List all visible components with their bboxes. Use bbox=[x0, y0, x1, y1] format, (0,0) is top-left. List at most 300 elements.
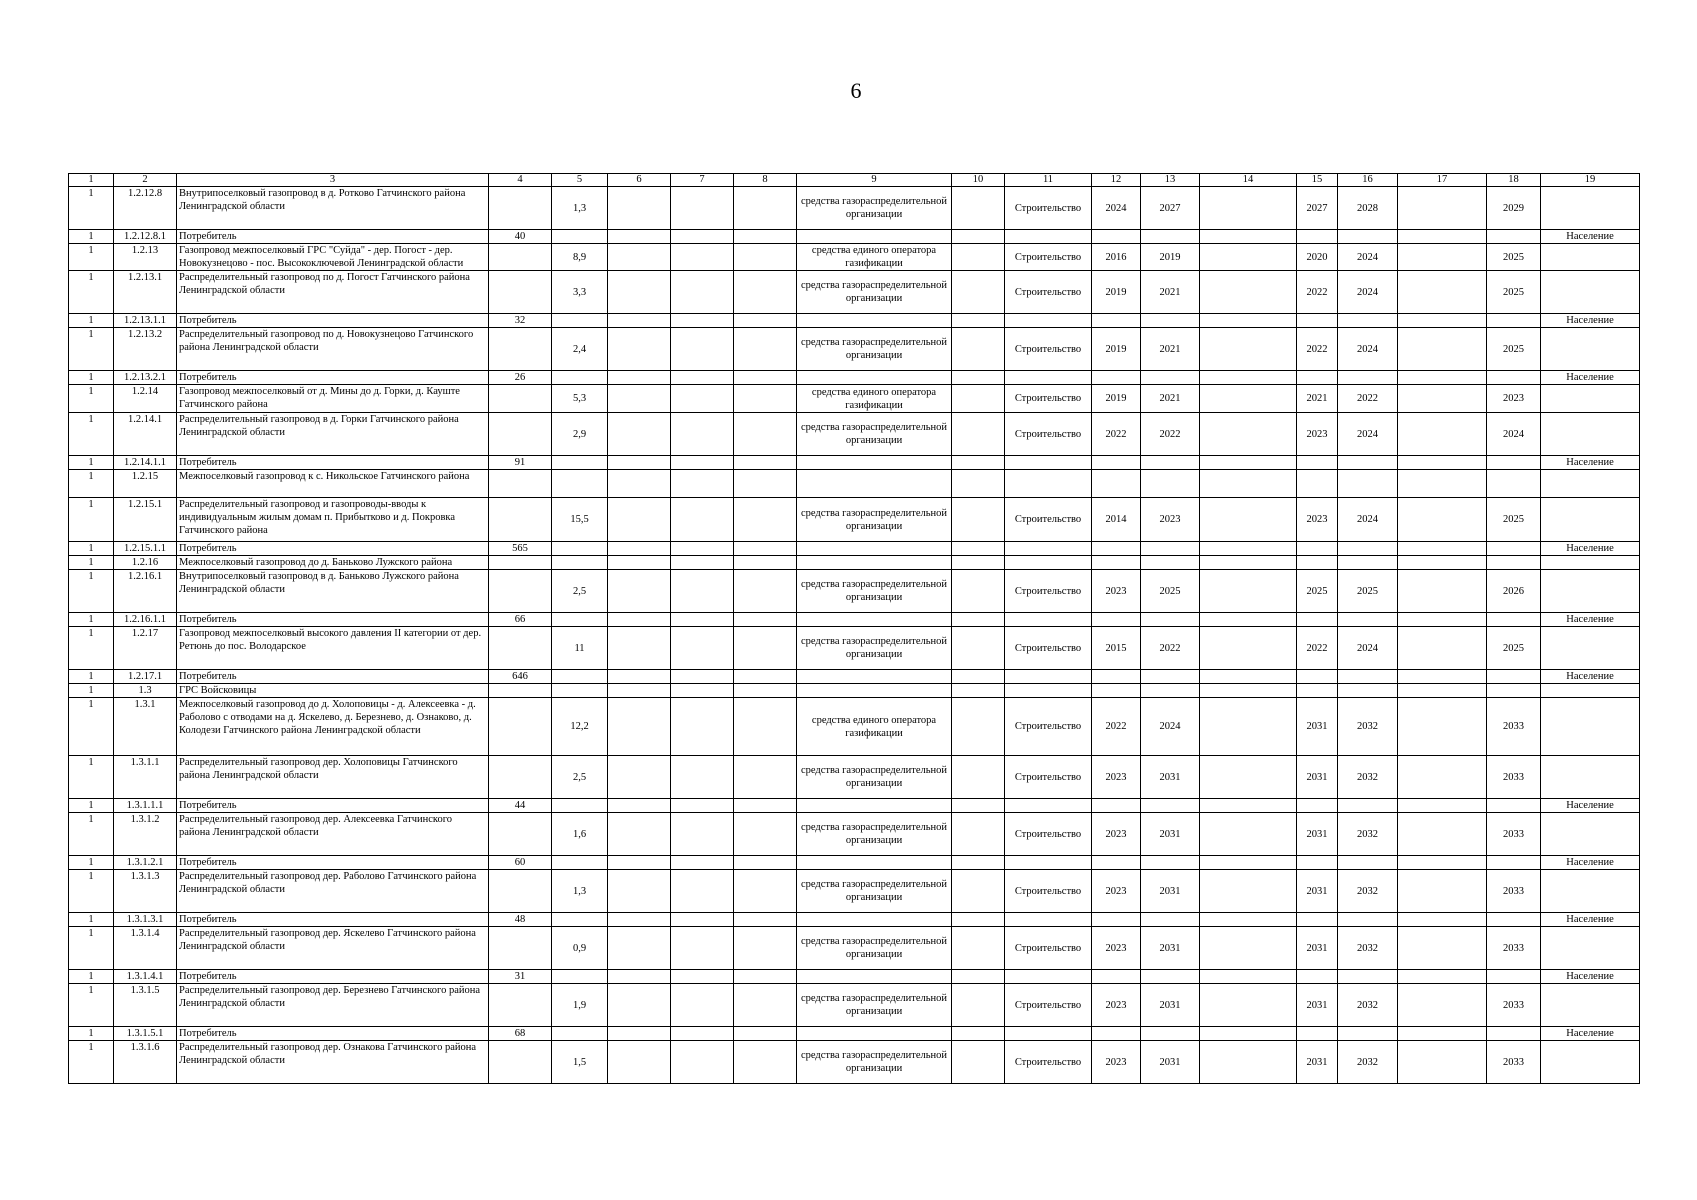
table-cell bbox=[608, 314, 671, 328]
table-cell: Потребитель bbox=[177, 856, 489, 870]
table-cell bbox=[734, 244, 797, 271]
table-cell bbox=[1200, 698, 1297, 756]
table-cell bbox=[952, 570, 1005, 613]
table-cell bbox=[489, 556, 552, 570]
table-cell: средства газораспределительной организации bbox=[797, 813, 952, 856]
table-cell bbox=[1092, 799, 1141, 813]
table-cell: 2021 bbox=[1297, 385, 1338, 413]
table-cell bbox=[1398, 542, 1487, 556]
table-row bbox=[69, 570, 1640, 613]
table-cell bbox=[797, 314, 952, 328]
table-cell bbox=[1005, 556, 1092, 570]
table-row bbox=[69, 314, 1640, 328]
table-cell: Строительство bbox=[1005, 627, 1092, 670]
table-cell bbox=[797, 856, 952, 870]
table-cell: Население bbox=[1541, 670, 1640, 684]
table-cell bbox=[734, 371, 797, 385]
table-cell: Распределительный газопровод дер. Алексеевка Гатчинского района Ленинградской области bbox=[177, 813, 489, 856]
table-cell: Население bbox=[1541, 1027, 1640, 1041]
table-cell: Население bbox=[1541, 542, 1640, 556]
table-cell: 1.3.1.2.1 bbox=[114, 856, 177, 870]
table-cell: Строительство bbox=[1005, 813, 1092, 856]
table-cell bbox=[1200, 927, 1297, 970]
table-cell: средства газораспределительной организации bbox=[797, 870, 952, 913]
table-cell bbox=[1200, 799, 1297, 813]
table-cell bbox=[1398, 470, 1487, 498]
table-cell: средства газораспределительной организации bbox=[797, 187, 952, 230]
table-cell bbox=[489, 1041, 552, 1084]
table-cell: 2024 bbox=[1338, 244, 1398, 271]
table-cell bbox=[1005, 456, 1092, 470]
table-cell bbox=[489, 627, 552, 670]
table-cell bbox=[1141, 670, 1200, 684]
table-cell bbox=[952, 413, 1005, 456]
table-cell: 2,4 bbox=[552, 328, 608, 371]
table-cell: Население bbox=[1541, 856, 1640, 870]
table-cell: Население bbox=[1541, 371, 1640, 385]
table-cell bbox=[671, 613, 734, 627]
table-cell bbox=[734, 756, 797, 799]
table-cell: Строительство bbox=[1005, 328, 1092, 371]
table-row bbox=[69, 613, 1640, 627]
table-cell bbox=[1487, 230, 1541, 244]
table-cell: 1 bbox=[69, 385, 114, 413]
table-cell bbox=[1200, 756, 1297, 799]
table-cell bbox=[1005, 913, 1092, 927]
table-cell: 2032 bbox=[1338, 1041, 1398, 1084]
table-cell bbox=[552, 670, 608, 684]
table-cell: 2022 bbox=[1092, 413, 1141, 456]
table-row bbox=[69, 244, 1640, 271]
table-cell: 2024 bbox=[1338, 413, 1398, 456]
table-cell: Газопровод межпоселковый высокого давления II категории от дер. Ретюнь до пос. Володарское bbox=[177, 627, 489, 670]
table-cell: 2025 bbox=[1487, 244, 1541, 271]
table-cell: 1 bbox=[69, 799, 114, 813]
table-cell: 2023 bbox=[1092, 1041, 1141, 1084]
table-cell bbox=[952, 244, 1005, 271]
table-cell bbox=[1005, 230, 1092, 244]
table-cell bbox=[1541, 470, 1640, 498]
table-cell bbox=[734, 927, 797, 970]
table-cell bbox=[1200, 470, 1297, 498]
table-cell: Строительство bbox=[1005, 1041, 1092, 1084]
column-number: 4 bbox=[489, 174, 552, 187]
table-cell: 1.2.16.1 bbox=[114, 570, 177, 613]
table-cell: Потребитель bbox=[177, 913, 489, 927]
table-cell bbox=[608, 556, 671, 570]
table-cell bbox=[1005, 684, 1092, 698]
table-cell: 1 bbox=[69, 187, 114, 230]
table-cell bbox=[1487, 1027, 1541, 1041]
table-row bbox=[69, 913, 1640, 927]
table-cell bbox=[608, 970, 671, 984]
table-cell bbox=[1541, 813, 1640, 856]
table-cell bbox=[1141, 542, 1200, 556]
table-cell: 2031 bbox=[1297, 927, 1338, 970]
table-cell: 1 bbox=[69, 813, 114, 856]
table-cell bbox=[671, 984, 734, 1027]
table-cell bbox=[608, 470, 671, 498]
table-cell bbox=[1297, 970, 1338, 984]
table-cell bbox=[489, 698, 552, 756]
table-cell bbox=[489, 385, 552, 413]
table-cell bbox=[1200, 187, 1297, 230]
table-cell bbox=[734, 470, 797, 498]
table-cell bbox=[1398, 698, 1487, 756]
table-cell bbox=[1200, 913, 1297, 927]
table-cell: 1 bbox=[69, 613, 114, 627]
table-cell: Внутрипоселковый газопровод в д. Ротково Гатчинского района Ленинградской области bbox=[177, 187, 489, 230]
table-row bbox=[69, 542, 1640, 556]
table-cell bbox=[552, 856, 608, 870]
table-cell bbox=[1005, 799, 1092, 813]
table-cell: Строительство bbox=[1005, 927, 1092, 970]
table-cell: Население bbox=[1541, 230, 1640, 244]
table-cell bbox=[1200, 1027, 1297, 1041]
table-cell: 565 bbox=[489, 542, 552, 556]
table-cell bbox=[734, 670, 797, 684]
table-cell bbox=[1200, 498, 1297, 542]
table-cell: Строительство bbox=[1005, 385, 1092, 413]
column-number: 10 bbox=[952, 174, 1005, 187]
table-cell bbox=[1487, 799, 1541, 813]
table-cell bbox=[671, 230, 734, 244]
column-number: 11 bbox=[1005, 174, 1092, 187]
column-number: 8 bbox=[734, 174, 797, 187]
table-cell: Распределительный газопровод дер. Холоповицы Гатчинского района Ленинградской области bbox=[177, 756, 489, 799]
table-cell bbox=[1092, 542, 1141, 556]
table-cell bbox=[952, 456, 1005, 470]
table-cell bbox=[1398, 1027, 1487, 1041]
table-cell: 2019 bbox=[1092, 328, 1141, 371]
table-cell: Строительство bbox=[1005, 187, 1092, 230]
table-cell bbox=[671, 413, 734, 456]
table-cell: 2029 bbox=[1487, 187, 1541, 230]
table-cell bbox=[952, 498, 1005, 542]
table-cell bbox=[671, 698, 734, 756]
table-cell bbox=[952, 371, 1005, 385]
table-cell: средства газораспределительной организации bbox=[797, 927, 952, 970]
table-cell: Население bbox=[1541, 456, 1640, 470]
table-cell: 1 bbox=[69, 413, 114, 456]
table-cell: 1.2.13 bbox=[114, 244, 177, 271]
table-cell: средства единого оператора газификации bbox=[797, 698, 952, 756]
table-cell: 12,2 bbox=[552, 698, 608, 756]
table-cell bbox=[1297, 556, 1338, 570]
table-cell bbox=[608, 698, 671, 756]
table-cell bbox=[608, 913, 671, 927]
table-cell: 1 bbox=[69, 927, 114, 970]
table-cell: 2019 bbox=[1092, 271, 1141, 314]
table-cell bbox=[671, 1027, 734, 1041]
table-cell: 2023 bbox=[1092, 756, 1141, 799]
table-cell bbox=[489, 470, 552, 498]
table-cell: 1.2.14 bbox=[114, 385, 177, 413]
table-cell: 2022 bbox=[1297, 328, 1338, 371]
table-cell bbox=[1541, 556, 1640, 570]
table-row bbox=[69, 813, 1640, 856]
table-cell bbox=[608, 613, 671, 627]
table-cell: 1.3.1.1.1 bbox=[114, 799, 177, 813]
table-cell bbox=[608, 413, 671, 456]
table-cell: 1 bbox=[69, 1041, 114, 1084]
table-cell: 2019 bbox=[1092, 385, 1141, 413]
table-cell: 1.2.13.1 bbox=[114, 271, 177, 314]
table-cell bbox=[1338, 670, 1398, 684]
table-row bbox=[69, 498, 1640, 542]
table-cell: Строительство bbox=[1005, 570, 1092, 613]
table-cell: 2031 bbox=[1141, 813, 1200, 856]
table-cell bbox=[671, 328, 734, 371]
table-cell: 1 bbox=[69, 627, 114, 670]
table-cell: Распределительный газопровод дер. Березнево Гатчинского района Ленинградской области bbox=[177, 984, 489, 1027]
table-cell bbox=[797, 799, 952, 813]
table-cell: 2019 bbox=[1141, 244, 1200, 271]
table-cell: 1 bbox=[69, 756, 114, 799]
table-cell: 1 bbox=[69, 984, 114, 1027]
table-cell bbox=[671, 456, 734, 470]
table-cell bbox=[1487, 456, 1541, 470]
table-cell bbox=[1541, 927, 1640, 970]
table-cell: 2027 bbox=[1297, 187, 1338, 230]
table-cell: 2032 bbox=[1338, 870, 1398, 913]
table-cell bbox=[734, 271, 797, 314]
table-cell: Строительство bbox=[1005, 271, 1092, 314]
table-cell bbox=[952, 271, 1005, 314]
table-cell bbox=[1200, 813, 1297, 856]
table-cell bbox=[1200, 970, 1297, 984]
table-row bbox=[69, 230, 1640, 244]
table-cell bbox=[552, 314, 608, 328]
table-cell bbox=[552, 799, 608, 813]
table-cell bbox=[1487, 613, 1541, 627]
table-cell: 1,5 bbox=[552, 1041, 608, 1084]
table-cell bbox=[1297, 470, 1338, 498]
table-cell: Газопровод межпоселковый от д. Мины до д. Горки, д. Кауште Гатчинского района bbox=[177, 385, 489, 413]
table-cell: 2031 bbox=[1297, 1041, 1338, 1084]
table-cell bbox=[1297, 314, 1338, 328]
table-cell bbox=[1487, 913, 1541, 927]
table-cell: Потребитель bbox=[177, 314, 489, 328]
table-cell bbox=[608, 684, 671, 698]
table-cell bbox=[552, 684, 608, 698]
table-cell: 2024 bbox=[1338, 271, 1398, 314]
table-cell bbox=[952, 984, 1005, 1027]
table-cell: средства газораспределительной организации bbox=[797, 271, 952, 314]
table-cell: 1.2.13.1.1 bbox=[114, 314, 177, 328]
table-cell bbox=[489, 984, 552, 1027]
table-cell bbox=[1338, 314, 1398, 328]
table-cell bbox=[1398, 244, 1487, 271]
table-cell: 2025 bbox=[1338, 570, 1398, 613]
table-cell: Потребитель bbox=[177, 670, 489, 684]
table-cell bbox=[671, 244, 734, 271]
table-cell: Потребитель bbox=[177, 542, 489, 556]
table-cell: 2014 bbox=[1092, 498, 1141, 542]
table-cell bbox=[734, 187, 797, 230]
table-cell: 2032 bbox=[1338, 813, 1398, 856]
table-cell bbox=[1398, 187, 1487, 230]
table-cell bbox=[671, 498, 734, 542]
table-cell bbox=[489, 271, 552, 314]
table-cell bbox=[1200, 244, 1297, 271]
table-cell: 1.2.17 bbox=[114, 627, 177, 670]
table-cell: 1 bbox=[69, 371, 114, 385]
table-cell bbox=[608, 230, 671, 244]
table-cell: 2033 bbox=[1487, 870, 1541, 913]
table-cell: 1.3.1.4.1 bbox=[114, 970, 177, 984]
table-cell bbox=[1338, 230, 1398, 244]
table-cell bbox=[1200, 413, 1297, 456]
table-cell: Население bbox=[1541, 613, 1640, 627]
table-cell bbox=[671, 470, 734, 498]
table-cell bbox=[952, 1027, 1005, 1041]
table-cell bbox=[1398, 556, 1487, 570]
table-cell bbox=[734, 456, 797, 470]
table-cell bbox=[671, 271, 734, 314]
table-cell bbox=[608, 813, 671, 856]
table-cell bbox=[797, 613, 952, 627]
table-cell: 1 bbox=[69, 556, 114, 570]
table-cell bbox=[671, 799, 734, 813]
table-cell bbox=[734, 385, 797, 413]
table-cell bbox=[797, 1027, 952, 1041]
table-cell bbox=[1338, 556, 1398, 570]
table-cell: Распределительный газопровод по д. Погост Гатчинского района Ленинградской области bbox=[177, 271, 489, 314]
table-cell: 2033 bbox=[1487, 698, 1541, 756]
table-cell: Потребитель bbox=[177, 970, 489, 984]
table-cell: 2025 bbox=[1487, 271, 1541, 314]
table-cell: 2026 bbox=[1487, 570, 1541, 613]
table-cell: 1.2.12.8.1 bbox=[114, 230, 177, 244]
table-cell bbox=[952, 670, 1005, 684]
table-cell: 1,3 bbox=[552, 870, 608, 913]
table-cell bbox=[489, 684, 552, 698]
table-cell bbox=[952, 856, 1005, 870]
table-cell bbox=[1398, 328, 1487, 371]
table-cell bbox=[1141, 456, 1200, 470]
table-cell bbox=[1541, 627, 1640, 670]
table-cell bbox=[1200, 1041, 1297, 1084]
table-cell: 1 bbox=[69, 244, 114, 271]
table-cell: 3,3 bbox=[552, 271, 608, 314]
table-cell: средства газораспределительной организации bbox=[797, 498, 952, 542]
table-cell bbox=[671, 542, 734, 556]
table-cell: 11 bbox=[552, 627, 608, 670]
table-cell: 2033 bbox=[1487, 927, 1541, 970]
table-cell: 66 bbox=[489, 613, 552, 627]
table-cell: 2031 bbox=[1297, 756, 1338, 799]
table-cell: 1 bbox=[69, 271, 114, 314]
table-cell bbox=[1200, 542, 1297, 556]
table-cell: 2023 bbox=[1297, 413, 1338, 456]
table-cell: Газопровод межпоселковый ГРС "Суйда" - дер. Погост - дер. Новокузнецово - пос. Высокоключевой Ленинградской области bbox=[177, 244, 489, 271]
table-cell: 2022 bbox=[1141, 627, 1200, 670]
table-cell bbox=[1092, 670, 1141, 684]
table-cell bbox=[1141, 230, 1200, 244]
table-cell: 1.2.14.1.1 bbox=[114, 456, 177, 470]
table-cell bbox=[1487, 470, 1541, 498]
table-cell bbox=[734, 1027, 797, 1041]
table-cell: Межпоселковый газопровод до д. Холоповицы - д. Алексеевка - д. Раболово с отводами на д. Яскелево, д. Березнево, д. Ознаково, д. Колодези Гатчинского района Ленинградской области bbox=[177, 698, 489, 756]
table-cell bbox=[734, 570, 797, 613]
table-cell bbox=[1398, 371, 1487, 385]
table-cell: 1.3.1.5 bbox=[114, 984, 177, 1027]
table-cell bbox=[608, 271, 671, 314]
table-cell bbox=[1541, 570, 1640, 613]
table-cell: 1 bbox=[69, 1027, 114, 1041]
table-cell bbox=[671, 187, 734, 230]
table-row bbox=[69, 413, 1640, 456]
table-cell bbox=[1338, 542, 1398, 556]
table-cell: Потребитель bbox=[177, 1027, 489, 1041]
table-cell bbox=[1200, 670, 1297, 684]
table-cell: 0,9 bbox=[552, 927, 608, 970]
table-cell: Строительство bbox=[1005, 984, 1092, 1027]
table-cell bbox=[1092, 970, 1141, 984]
table-cell: 1,6 bbox=[552, 813, 608, 856]
table-cell bbox=[952, 813, 1005, 856]
table-cell: Строительство bbox=[1005, 870, 1092, 913]
table-cell bbox=[1541, 328, 1640, 371]
table-cell: 15,5 bbox=[552, 498, 608, 542]
table-cell: 1.3.1.2 bbox=[114, 813, 177, 856]
table-cell bbox=[608, 670, 671, 684]
table-cell bbox=[1541, 498, 1640, 542]
table-cell: 2022 bbox=[1338, 385, 1398, 413]
column-number: 2 bbox=[114, 174, 177, 187]
table-cell bbox=[1141, 799, 1200, 813]
table-cell bbox=[671, 927, 734, 970]
table-cell: средства газораспределительной организации bbox=[797, 756, 952, 799]
table-cell bbox=[1005, 670, 1092, 684]
table-cell: 1.3.1.6 bbox=[114, 1041, 177, 1084]
table-cell bbox=[1200, 328, 1297, 371]
table-cell: 2021 bbox=[1141, 271, 1200, 314]
table-cell bbox=[952, 913, 1005, 927]
table-cell: Потребитель bbox=[177, 371, 489, 385]
table-cell: 2031 bbox=[1297, 698, 1338, 756]
table-cell: 2025 bbox=[1141, 570, 1200, 613]
table-cell: 1 bbox=[69, 456, 114, 470]
table-cell: 1 bbox=[69, 498, 114, 542]
table-cell bbox=[1200, 314, 1297, 328]
column-number: 17 bbox=[1398, 174, 1487, 187]
column-number: 14 bbox=[1200, 174, 1297, 187]
table-cell bbox=[489, 570, 552, 613]
column-number: 9 bbox=[797, 174, 952, 187]
table-cell bbox=[608, 756, 671, 799]
table-cell bbox=[952, 684, 1005, 698]
table-cell: 2031 bbox=[1141, 927, 1200, 970]
table-cell: 1.3.1.3 bbox=[114, 870, 177, 913]
table-cell bbox=[734, 542, 797, 556]
table-cell bbox=[1398, 570, 1487, 613]
table-cell bbox=[1200, 856, 1297, 870]
table-cell bbox=[952, 1041, 1005, 1084]
column-number: 16 bbox=[1338, 174, 1398, 187]
table-cell bbox=[1200, 684, 1297, 698]
table-cell: 2032 bbox=[1338, 698, 1398, 756]
table-cell bbox=[952, 927, 1005, 970]
table-cell bbox=[1297, 542, 1338, 556]
table-cell bbox=[608, 542, 671, 556]
table-cell: 1,3 bbox=[552, 187, 608, 230]
table-cell: 1.2.15 bbox=[114, 470, 177, 498]
table-cell bbox=[1297, 613, 1338, 627]
table-cell: средства единого оператора газификации bbox=[797, 385, 952, 413]
table-cell bbox=[552, 230, 608, 244]
